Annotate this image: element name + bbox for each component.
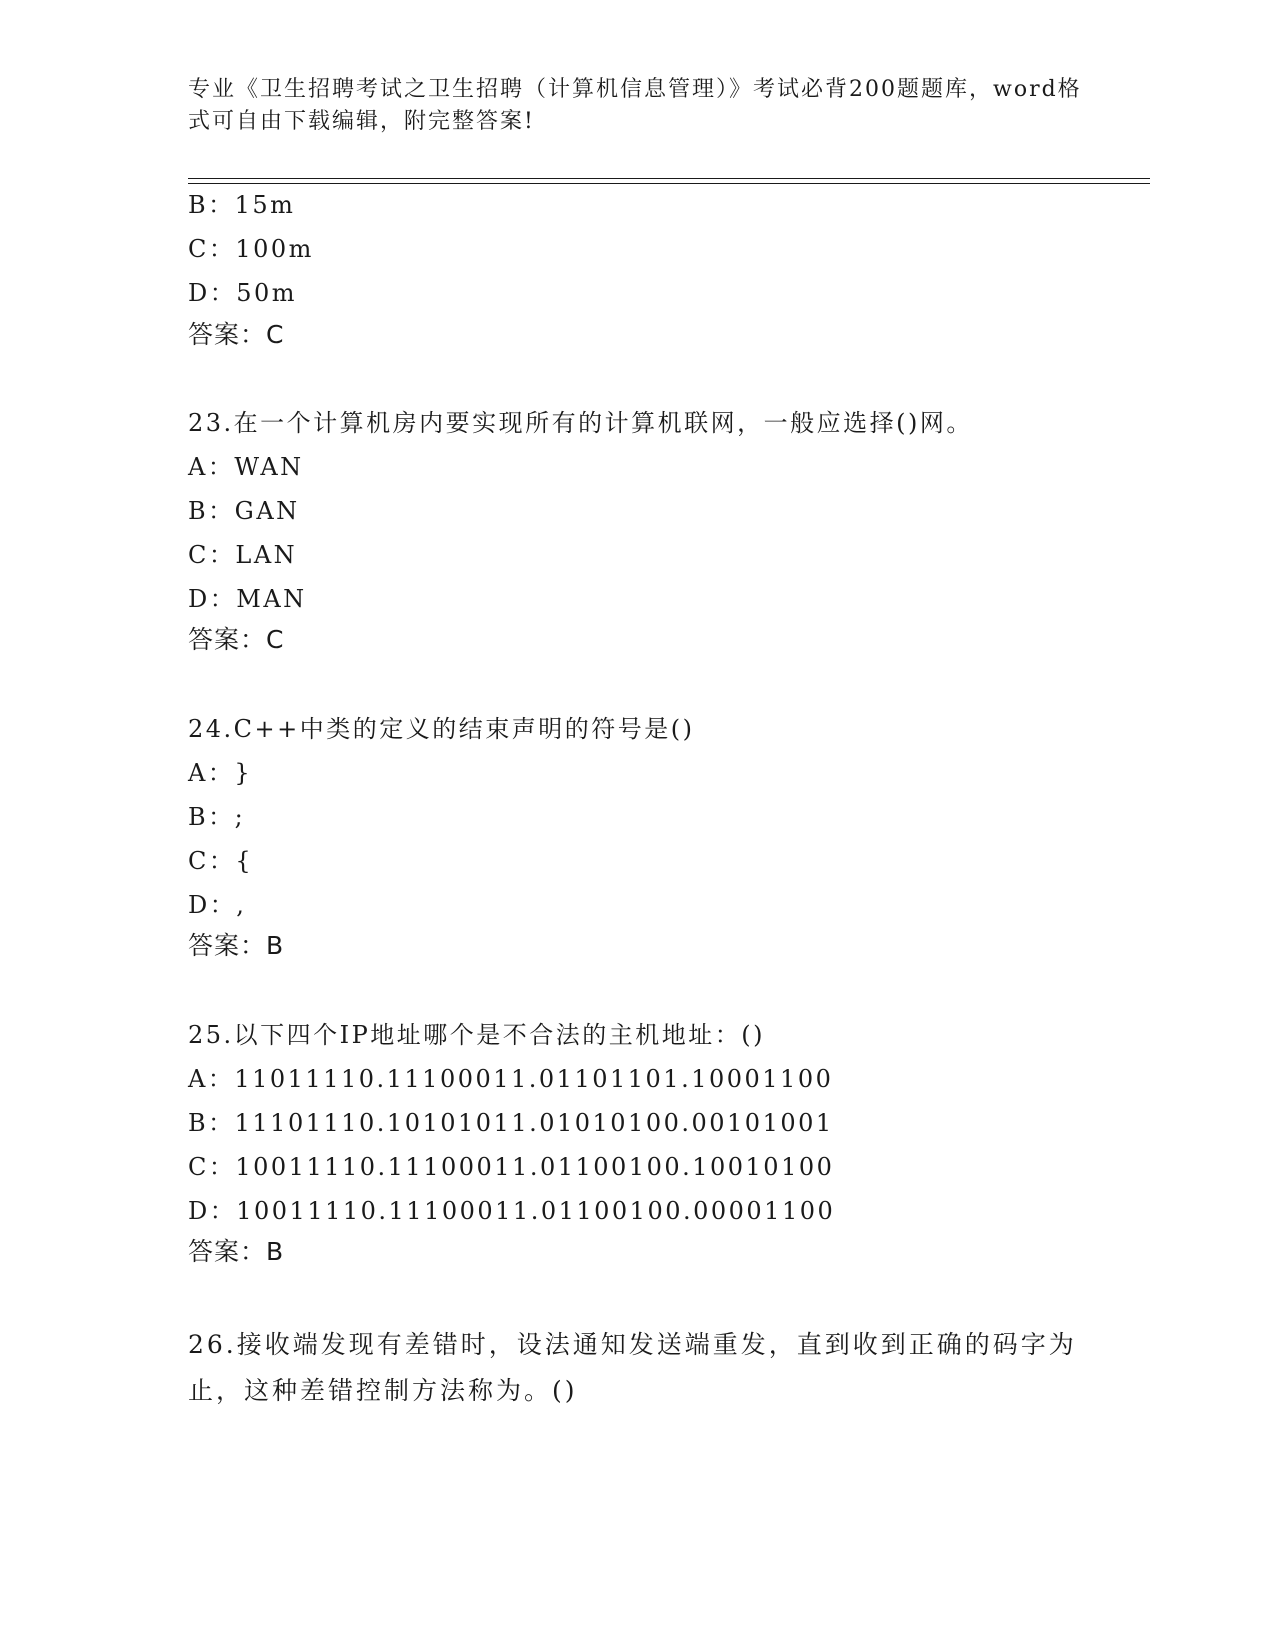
- option-label: C：: [188, 541, 236, 569]
- option-text: ,: [236, 891, 247, 919]
- question-stem: 25.以下四个IP地址哪个是不合法的主机地址：(): [188, 1021, 766, 1049]
- document-header: [188, 74, 1088, 138]
- option-label: D：: [188, 1197, 237, 1225]
- option-text: 50m: [236, 279, 298, 307]
- option-label: D：: [188, 585, 237, 613]
- option-text: WAN: [234, 453, 304, 481]
- question-stem: 24.C++中类的定义的结束声明的符号是(): [188, 715, 695, 743]
- option-text: }: [234, 759, 253, 787]
- document-title: 专业《卫生招聘考试之卫生招聘（计算机信息管理）》考试必背200题题库，word格式可自由下载编辑，附完整答案!: [188, 77, 1082, 134]
- answer: 答案：C: [188, 625, 285, 654]
- option-text: 100m: [235, 235, 314, 263]
- option-d: [188, 278, 297, 308]
- option-text: 15m: [234, 191, 296, 219]
- option-b: [188, 802, 245, 832]
- option-c: [188, 846, 253, 876]
- option-d: [188, 1196, 835, 1226]
- option-d: [188, 584, 307, 614]
- option-c: [188, 1152, 834, 1182]
- header-divider-top: [188, 178, 1150, 179]
- option-text: ;: [234, 803, 246, 831]
- option-label: B：: [188, 191, 235, 219]
- option-label: C：: [188, 847, 236, 875]
- option-b: [188, 496, 300, 526]
- option-label: B：: [188, 497, 235, 525]
- option-text: {: [235, 847, 254, 875]
- header-divider-bottom: [188, 183, 1150, 184]
- option-a: [188, 758, 252, 788]
- option-label: A：: [188, 453, 235, 481]
- question-stem: 23.在一个计算机房内要实现所有的计算机联网，一般应选择()网。: [188, 409, 973, 437]
- option-label: B：: [188, 803, 235, 831]
- option-text: 10011110.11100011.01100100.10010100: [235, 1153, 835, 1181]
- answer: 答案：C: [188, 320, 285, 349]
- option-c: [188, 540, 297, 570]
- option-text: LAN: [235, 541, 298, 569]
- option-text: 10011110.11100011.01100100.00001100: [236, 1197, 836, 1225]
- question-stem: 26.接收端发现有差错时，设法通知发送端重发，直到收到正确的码字为止，这种差错控制方法称为。(): [188, 1330, 1077, 1405]
- option-text: 11101110.10101011.01010100.00101001: [234, 1109, 834, 1137]
- option-a: [188, 1064, 833, 1094]
- option-text: MAN: [236, 585, 307, 613]
- option-label: B：: [188, 1109, 235, 1137]
- option-label: A：: [188, 1065, 235, 1093]
- answer: 答案：B: [188, 931, 285, 960]
- option-text: GAN: [234, 497, 300, 525]
- option-label: D：: [188, 891, 237, 919]
- option-c: [188, 234, 314, 264]
- option-a: [188, 452, 304, 482]
- option-label: A：: [188, 759, 235, 787]
- option-label: C：: [188, 1153, 236, 1181]
- option-d: [188, 890, 246, 920]
- answer: 答案：B: [188, 1237, 285, 1266]
- option-b: [188, 1108, 834, 1138]
- option-b: [188, 190, 295, 220]
- option-label: D：: [188, 279, 237, 307]
- option-label: C：: [188, 235, 236, 263]
- option-text: 11011110.11100011.01101101.10001100: [234, 1065, 834, 1093]
